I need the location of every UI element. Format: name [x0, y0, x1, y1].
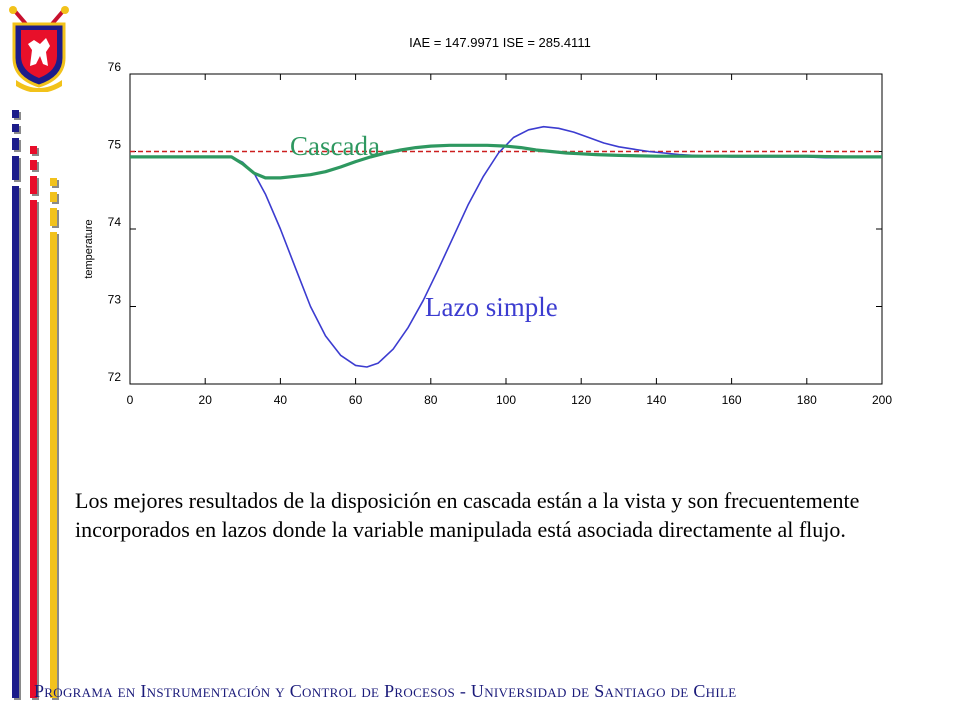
- x-tick-label: 200: [871, 393, 893, 407]
- y-axis-label: temperature: [83, 219, 95, 279]
- x-tick-label: 60: [348, 393, 363, 407]
- x-tick-label: 0: [126, 393, 134, 407]
- y-tick-label: 75: [107, 137, 121, 152]
- x-tick-label: 160: [721, 393, 742, 407]
- chart-annotations: [290, 131, 558, 322]
- x-tick-label: 40: [273, 393, 288, 407]
- x-tick-label: 140: [646, 393, 667, 407]
- y-tick-label: 74: [107, 215, 121, 229]
- x-tick-label: 80: [424, 393, 438, 407]
- y-tick-label: 73: [107, 292, 121, 307]
- series-annotation-cascada: Cascada: [290, 131, 380, 161]
- x-tick-label: 100: [495, 393, 517, 407]
- y-tick-label: 72: [107, 370, 121, 384]
- plot-area: [108, 60, 893, 407]
- body-paragraph: Los mejores resultados de la disposición en cascada están a la vista y son frecuentemente incorporados en lazos donde la variable manipulada está asociada directamente al flujo.: [75, 488, 860, 542]
- plot-frame: [130, 74, 882, 384]
- x-tick-label: 180: [796, 393, 817, 407]
- chart-title: IAE = 147.9971 ISE = 285.4111: [409, 35, 591, 50]
- x-tick-label: 120: [571, 393, 592, 407]
- series-annotation-lazo-simple: Lazo simple: [425, 292, 558, 322]
- y-tick-label: 76: [107, 60, 121, 74]
- footer-text: Programa en Instrumentación y Control de Procesos - Universidad de Santiago de Chile: [34, 681, 737, 701]
- x-tick-label: 20: [198, 393, 212, 407]
